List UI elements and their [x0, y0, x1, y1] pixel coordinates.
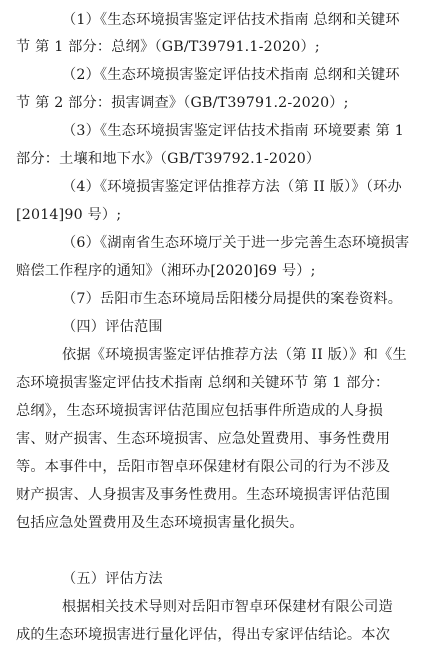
scope-paragraph-line-6: 财产损害、人身损害及事务性费用。生态环境损害评估范围: [16, 487, 391, 503]
reference-item-2-line-1: （2）《生态环境损害鉴定评估技术指南 总纲和关键环: [62, 67, 400, 83]
reference-item-3-line-1: （3）《生态环境损害鉴定评估技术指南 环境要素 第 1: [62, 123, 405, 139]
reference-item-6-line-1: （6）《湖南省生态环境厅关于进一步完善生态环境损害: [62, 235, 410, 251]
scope-paragraph-line-5: 等。本事件中，岳阳市智卓环保建材有限公司的行为不涉及: [16, 459, 391, 475]
reference-item-4-line-1: （4）《环境损害鉴定评估推荐方法（第 II 版）》（环办: [62, 179, 402, 195]
reference-item-1-line-2: 节 第 1 部分：总纲》（GB/T39791.1-2020）;: [16, 39, 320, 55]
reference-item-3-line-2: 部分：土壤和地下水》（GB/T39792.1-2020）: [16, 151, 321, 167]
scope-paragraph-line-1: 依据《环境损害鉴定评估推荐方法（第 II 版）》和《生: [62, 347, 407, 363]
reference-item-7: （7）岳阳市生态环境局岳阳楼分局提供的案卷资料。: [62, 291, 403, 307]
section-heading-scope: （四）评估范围: [62, 319, 163, 335]
reference-item-1-line-1: （1）《生态环境损害鉴定评估技术指南 总纲和关键环: [62, 12, 400, 28]
reference-item-2-line-2: 节 第 2 部分：损害调查》（GB/T39791.2-2020）;: [16, 95, 349, 111]
reference-item-6-line-2: 赔偿工作程序的通知》（湘环办[2020]69 号）;: [16, 263, 316, 279]
scope-paragraph-line-3: 总纲》，生态环境损害评估范围应包括事件所造成的人身损: [16, 403, 383, 419]
section-heading-method: （五）评估方法: [62, 571, 163, 587]
scope-paragraph-line-2: 态环境损害鉴定评估技术指南 总纲和关键环节 第 1 部分：: [16, 375, 390, 391]
method-paragraph-line-1: 根据相关技术导则对岳阳市智卓环保建材有限公司造: [62, 599, 393, 615]
reference-item-4-line-2: [2014]90 号）;: [16, 207, 122, 223]
method-paragraph-line-2: 成的生态环境损害进行量化评估，得出专家评估结论。本次: [16, 627, 391, 643]
scope-paragraph-line-4: 害、财产损害、生态环境损害、应急处置费用、事务性费用: [16, 431, 391, 447]
scope-paragraph-line-7: 包括应急处置费用及生态环境损害量化损失。: [16, 515, 304, 531]
